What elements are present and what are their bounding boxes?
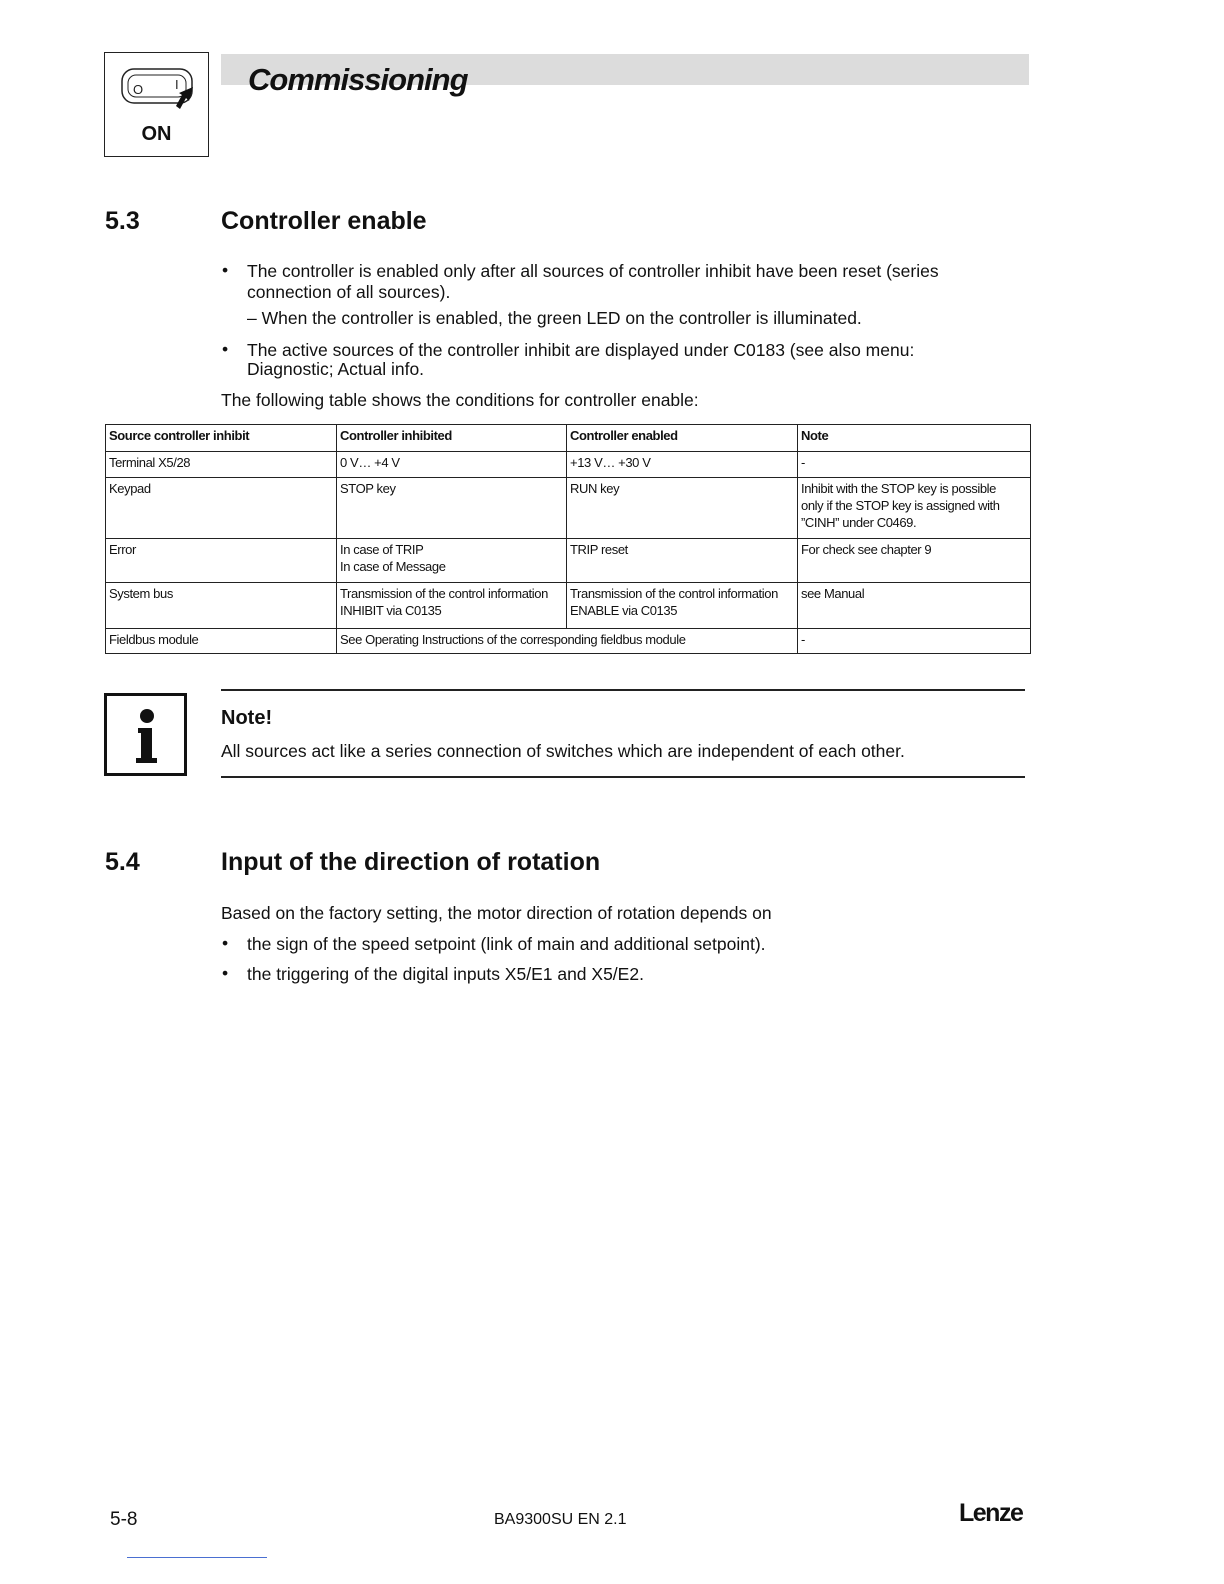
note-title: Note! [221,707,273,729]
col-header-note: Note [798,425,1031,452]
on-switch-icon [104,52,209,157]
footer-link-underline [127,1557,267,1558]
cell-source: System bus [106,583,337,629]
info-icon [104,693,187,776]
cell-line: In case of Message [340,559,446,574]
cell-note: For check see chapter 9 [798,539,1031,583]
note-top-rule [221,689,1025,691]
cell-source: Fieldbus module [106,629,337,654]
note-bottom-rule [221,776,1025,778]
table-row [106,629,1031,654]
cell-note [798,478,1031,539]
col-header-inhibited: Controller inhibited [337,425,567,452]
cell-combined: See Operating Instructions of the corresponding fieldbus module [337,629,798,654]
document-id: BA9300SU EN 2.1 [494,1511,627,1528]
cell-enabled: +13 V… +30 V [567,452,798,478]
chapter-title: Commissioning [248,62,468,97]
controller-enable-table [105,424,1031,654]
bullet-2-line-2: Diagnostic; Actual info. [247,359,425,379]
table-row [106,478,1031,539]
on-label: ON [141,123,172,145]
cell-line: INHIBIT via C0135 [340,603,442,618]
cell-source: Error [106,539,337,583]
rotation-bullet-2: the triggering of the digital inputs X5/E1 and X5/E2. [247,964,644,984]
col-header-enabled: Controller enabled [567,425,798,452]
table-header-row [106,425,1031,452]
cell-inhibited [337,583,567,629]
section-5-4-title: Input of the direction of rotation [221,848,601,876]
rocker-switch-icon [119,65,197,121]
rotation-bullet-1: the sign of the speed setpoint (link of main and additional setpoint). [247,934,766,954]
bullet-1-sub: – When the controller is enabled, the green LED on the controller is illuminated. [247,308,862,328]
bullet-dot: • [222,933,229,953]
cell-note: see Manual [798,583,1031,629]
switch-on-mark: I [175,77,179,92]
bullet-dot: • [222,339,229,359]
table-row [106,539,1031,583]
section-5-3-number: 5.3 [105,207,140,235]
note-text: All sources act like a series connection of switches which are independent of each other. [221,741,905,761]
cell-source: Terminal X5/28 [106,452,337,478]
table-row [106,583,1031,629]
cell-enabled: RUN key [567,478,798,539]
note-line: Inhibit with the STOP key is possible [801,481,996,496]
cell-line: Transmission of the control information [570,586,778,601]
cell-line: ENABLE via C0135 [570,603,678,618]
bullet-1-line-1: The controller is enabled only after all sources of controller inhibit have been reset (series [247,261,939,281]
table-intro: The following table shows the conditions for controller enable: [221,390,699,410]
cell-note: - [798,629,1031,654]
page-number: 5-8 [110,1509,138,1530]
cell-inhibited: 0 V… +4 V [337,452,567,478]
section-5-4-intro: Based on the factory setting, the motor direction of rotation depends on [221,903,772,923]
bullet-dot: • [222,963,229,983]
bullet-2-line-1: The active sources of the controller inhibit are displayed under C0183 (see also menu: [247,340,915,360]
bullet-1-line-2: connection of all sources). [247,282,451,302]
lenze-logo: Lenze [959,1499,1023,1527]
table-row [106,452,1031,478]
cell-note: - [798,452,1031,478]
switch-off-mark: O [133,82,144,97]
cell-enabled [567,583,798,629]
cell-source: Keypad [106,478,337,539]
cell-inhibited: STOP key [337,478,567,539]
cell-enabled: TRIP reset [567,539,798,583]
cell-inhibited [337,539,567,583]
cell-line: Transmission of the control information [340,586,548,601]
note-line: ”CINH” under C0469. [801,515,917,530]
note-line: only if the STOP key is assigned with [801,498,1000,513]
section-5-4-number: 5.4 [105,848,140,876]
col-header-source: Source controller inhibit [106,425,337,452]
section-5-3-title: Controller enable [221,207,427,235]
cell-line: In case of TRIP [340,542,424,557]
bullet-dot: • [222,260,229,280]
